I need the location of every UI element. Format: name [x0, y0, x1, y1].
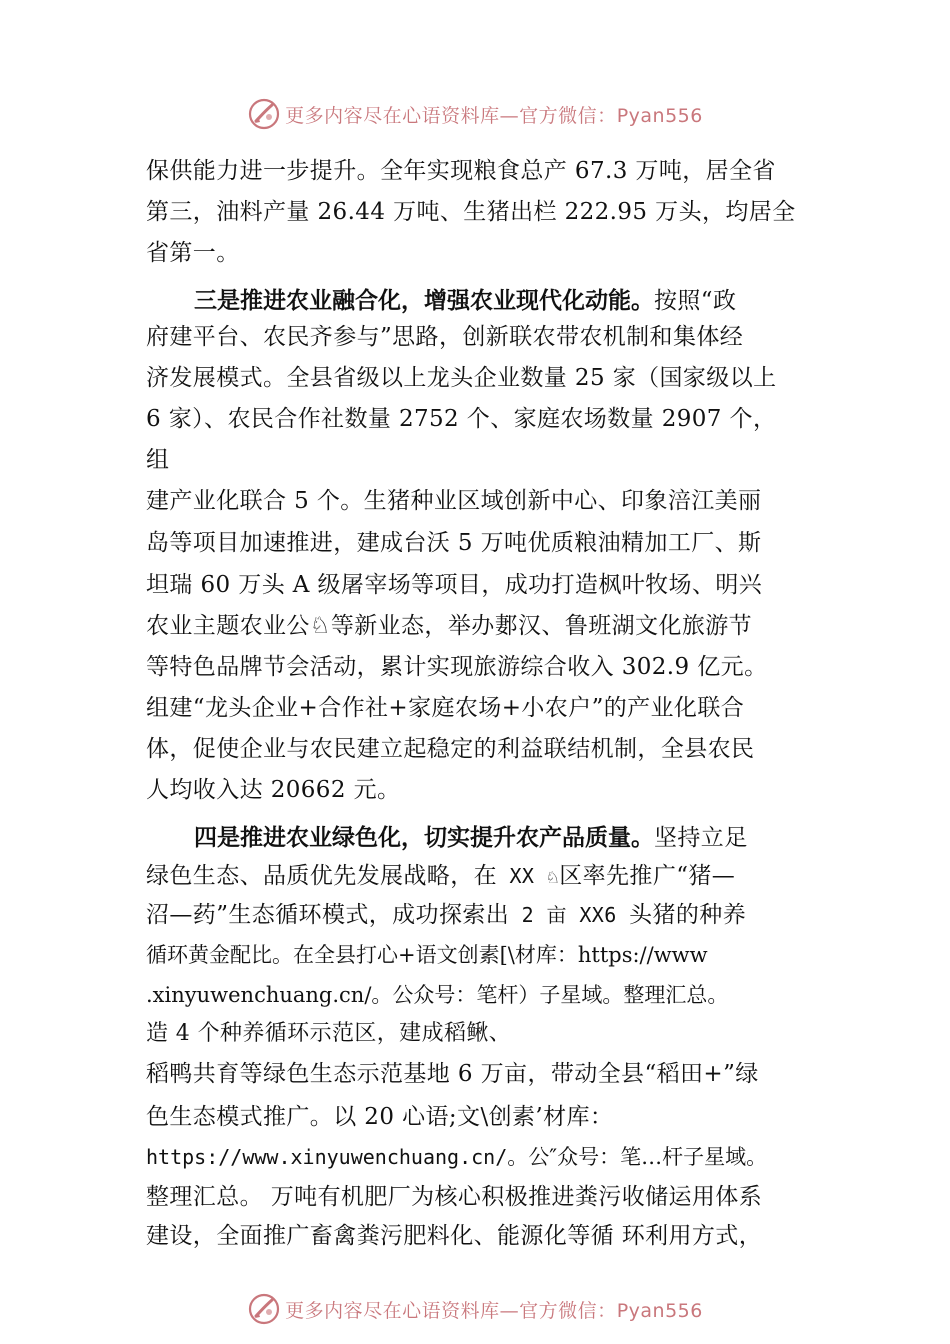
watermark-account: Pyan556 [616, 1299, 703, 1322]
watermark-header [0, 94, 950, 134]
text-line-14: 组建“龙头企业+合作社+家庭农场+小农户”的产业化联合 [146, 695, 745, 721]
text-line-7: 6 家）、农民合作社数量 2752 个、家庭农场数量 2907 个， [146, 406, 777, 432]
watermark-dash: — [499, 1299, 520, 1322]
text-line-20: 循环黄金配比。在全县打心+语文创素[\材库：https://www [146, 943, 708, 967]
watermark-text: 更多内容尽在心语资料库 [285, 104, 500, 127]
paragraph-4-first-line [194, 823, 748, 853]
text-line-8: 组 [146, 447, 170, 473]
text-line-23: 稻鸭共育等绿色生态示范基地 6 万亩，带动全县“稻田+”绿 [146, 1061, 759, 1087]
text-line-25 [146, 1142, 767, 1172]
text-line-12: 农业主题农业公♘等新业态，举办郪汉、鲁班湖文化旅游节 [146, 613, 753, 639]
paragraph-4-heading: 四是推进农业绿色化，切实提升农产品质量。 [194, 825, 654, 851]
text-line-2: 第三，油料产量 26.44 万吨、生猪出栏 222.95 万头，均居全 [146, 199, 796, 225]
text-line-27: 建设，全面推广畜禽粪污肥料化、能源化等循 环利用方式， [146, 1223, 763, 1249]
paragraph-3-first-line [194, 286, 736, 316]
watermark-wechat-label: 官方微信： [519, 104, 617, 127]
text-line-16: 人均收入达 20662 元。 [146, 777, 401, 803]
watermark-account: Pyan556 [616, 104, 703, 127]
text-line-22: 造 4 个种养循环示范区，建成稻鳅、 [146, 1021, 512, 1046]
text-line-26: 整理汇总。 万吨有机肥厂为核心积极推进粪污收储运用体系 [146, 1184, 763, 1210]
text-line-9: 建产业化联合 5 个。生猪种业区域创新中心、印象涪江美丽 [146, 488, 762, 514]
text-line-19 [146, 900, 746, 930]
paragraph-3-heading: 三是推进农业融合化，增强农业现代化动能。 [194, 288, 654, 314]
text-line-19-part-a: 沼—药”生态循环模式，成功探索出 [146, 902, 510, 928]
watermark-wechat-label: 官方微信： [519, 1299, 617, 1322]
text-line-13: 等特色品牌节会活动，累计实现旅游综合收入 302.9 亿元。 [146, 654, 768, 680]
text-line-15: 体，促使企业与农民建立起稳定的利益联结机制，全县农民 [146, 736, 755, 762]
text-line-18-part-c: 区率先推广“猪— [559, 863, 736, 889]
text-line-18-part-a: 绿色生态、品质优先发展战略，在 [146, 863, 497, 889]
watermark-dash: — [499, 104, 520, 127]
text-line-19-part-c: 头猪的种养 [629, 902, 747, 928]
text-line-25-url: https://www.xinyuwenchuang.cn/ [146, 1145, 508, 1169]
text-line-1: 保供能力进一步提升。全年实现粮食总产 67.3 万吨，居全省 [146, 158, 776, 184]
text-line-25-rest: 。公″众号：笔…杆子星域。 [507, 1145, 768, 1169]
brush-logo-icon [247, 1292, 281, 1326]
text-line-18 [146, 861, 735, 891]
text-line-21: .xinyuwenchuang.cn/。公众号：笔杆）子星域。整理汇总。 [146, 983, 729, 1007]
text-line-6: 济发展模式。全县省级以上龙头企业数量 25 家（国家级以上 [146, 365, 777, 391]
watermark-text: 更多内容尽在心语资料库 [285, 1299, 500, 1322]
text-line-18-part-b: XX ♘ [497, 864, 560, 888]
text-line-19-part-b: 2 亩 XX6 [509, 903, 630, 927]
brush-logo-icon [247, 97, 281, 131]
watermark-footer [0, 1289, 950, 1329]
text-line-3: 省第一。 [146, 240, 240, 266]
text-line-5: 府建平台、农民齐参与”思路，创新联农带农机制和集体经 [146, 324, 744, 350]
paragraph-4-lead: 坚持立足 [654, 825, 748, 851]
paragraph-3-lead: 按照“政 [654, 288, 737, 314]
text-line-10: 岛等项目加速推进，建成台沃 5 万吨优质粮油精加工厂、斯 [146, 530, 762, 556]
text-line-11: 坦瑞 60 万头 A 级屠宰场等项目，成功打造枫叶牧场、明兴 [146, 572, 763, 598]
text-line-24: 色生态模式推广。以 20 心语;文\创素’材库： [146, 1104, 614, 1130]
